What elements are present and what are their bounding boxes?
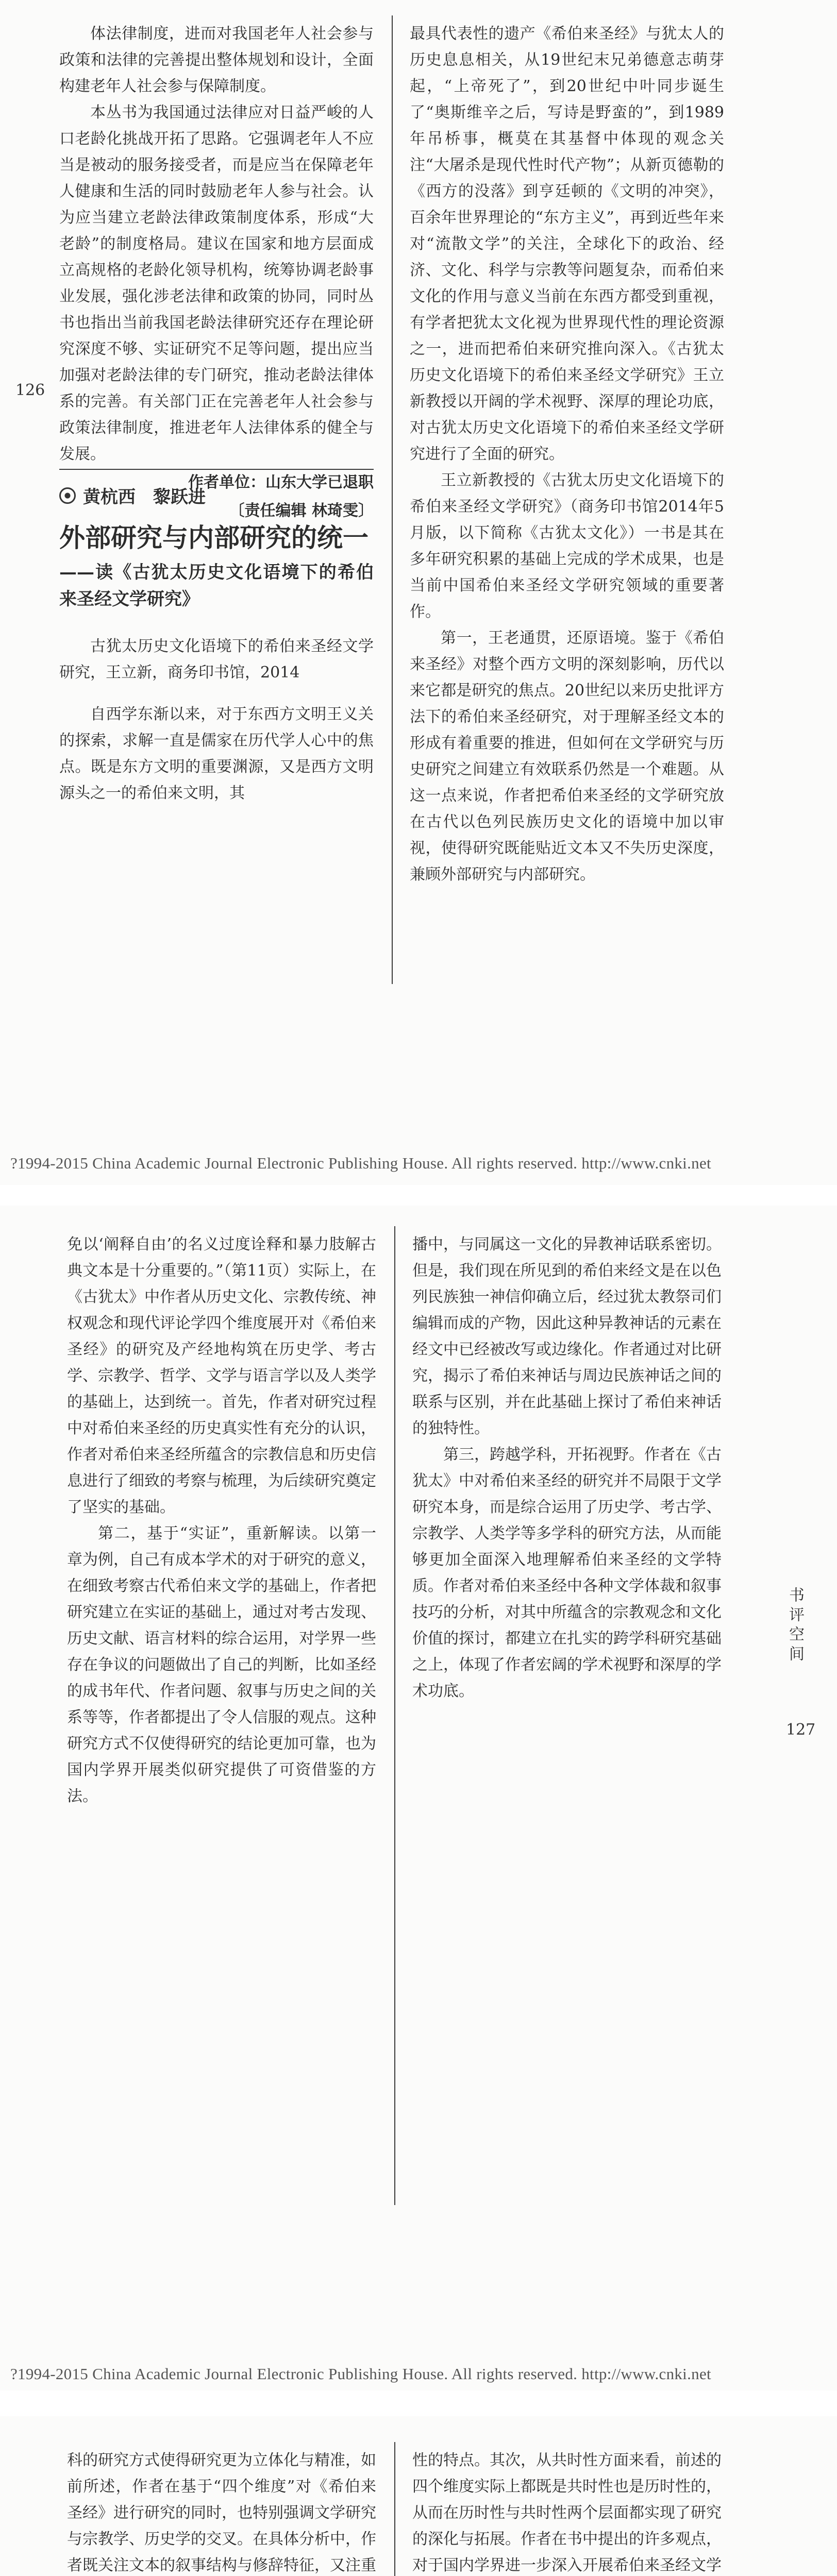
article-title: 外部研究与内部研究的统一 <box>59 522 369 553</box>
paragraph: 科的研究方式使得研究更为立体化与精准，如前所述，作者在基于“四个维度”对《希伯来圣经》进行研究的同时，也特别强调文学研究与宗教学、历史学的交叉。在具体分析中，作者既关注文本的叙事结构与修辞特征，又注重 <box>67 2451 376 2574</box>
page-number: 126 <box>15 381 45 399</box>
section-divider <box>59 469 374 470</box>
page-128 <box>0 2416 837 2576</box>
page3-left-column <box>67 2447 376 2576</box>
copyright-footer: ?1994-2015 China Academic Journal Electronic Publishing House. All rights reserved. http://www.cnki.net <box>10 1154 711 1172</box>
book-info: 古犹太历史文化语境下的希伯来圣经文学研究，王立新，商务印书馆，2014 <box>59 637 374 682</box>
section-side-label: 书评空间 <box>786 1587 804 1665</box>
paragraph: 免以‘阐释自由’的名义过度诠释和暴力肢解古典文本是十分重要的。”（第11页）实际上，在《古犹太》中作者从历史文化、宗教传统、神权观念和现代评论学四个维度展开对《希伯来圣经》的研究及产经地构筑在历史学、考古学、宗教学、哲学、文学与语言学以及人类学的基础上，达到统一。首先，作者对研究过程中对希伯来圣经的历史真实性有充分的认识，作者对希伯来圣经所蕴含的宗教信息和历史信息进行了细致的考察与梳理，为后续研究奠定了坚实的基础。 <box>67 1235 376 1516</box>
page2-left-column <box>67 1231 376 1809</box>
paragraph: 性的特点。其次，从共时性方面来看，前述的四个维度实际上都既是共时性也是历时性的，从而在历时性与共时性两个层面都实现了研究的深化与拓展。作者在书中提出的许多观点，对于国内学界进一步深入开展希伯来圣经文学 <box>412 2451 722 2574</box>
page2-right-column <box>412 1231 722 1704</box>
editor-credit: 〔责任编辑 林琦雯〕 <box>229 502 374 520</box>
paragraph: 王立新教授的《古犹太历史文化语境下的希伯来圣经文学研究》（商务印书馆2014年5月版，以下简称《古犹太文化》）一书是其在多年研究积累的基础上完成的学术成果，也是当前中国希伯来圣经文学研究领域的重要著作。 <box>410 471 724 621</box>
page1-right-column <box>410 21 724 888</box>
copyright-footer: ?1994-2015 China Academic Journal Electronic Publishing House. All rights reserved. http://www.cnki.net <box>10 2365 711 2383</box>
paragraph: 播中，与同属这一文化的异教神话联系密切。但是，我们现在所见到的希伯来经文是在以色列民族独一神信仰确立后，经过犹太教祭司们编辑而成的产物，因此这种异教神话的元素在经文中已经被改写或边缘化。作者通过对比研究，揭示了希伯来神话与周边民族神话之间的联系与区别，并在此基础上探讨了希伯来神话的独特性。 <box>412 1235 722 1437</box>
paragraph: 自西学东渐以来，对于东西方文明王义关的探索，求解一直是儒家在历代学人心中的焦点。既是东方文明的重要渊源，又是西方文明源头之一的希伯来文明，其 <box>59 705 374 802</box>
article-header <box>59 479 374 806</box>
column-divider <box>392 15 393 984</box>
author-affiliation: 作者单位：山东大学已退职 <box>188 473 374 492</box>
page-127 <box>0 1206 837 2391</box>
paragraph: 第三，跨越学科，开拓视野。作者在《古犹太》中对希伯来圣经的研究并不局限于文学研究本身，而是综合运用了历史学、考古学、宗教学、人类学等多学科的研究方法，从而能够更加全面深入地理解希伯来圣经的文学特质。作者对希伯来圣经中各种文学体裁和叙事技巧的分析，对其中所蕴含的宗教观念和文化价值的探讨，都建立在扎实的跨学科研究基础之上，体现了作者宏阔的学术视野和深厚的学术功底。 <box>412 1446 722 1700</box>
paragraph: 第二，基于“实证”，重新解读。以第一章为例，自己有成本学术的对于研究的意义，在细致考察古代希伯来文学的基础上，作者把研究建立在实证的基础上，通过对考古发现、历史文献、语言材料的综合运用，对学界一些存在争议的问题做出了自己的判断，比如圣经的成书年代、作者问题、叙事与历史之间的关系等等，作者都提出了令人信服的观点。这种研究方式不仅使得研究的结论更加可靠，也为国内学界开展类似研究提供了可资借鉴的方法。 <box>67 1524 376 1805</box>
paragraph: 本丛书为我国通过法律应对日益严峻的人口老龄化挑战开拓了思路。它强调老年人不应当是被动的服务接受者，而是应当在保障老年人健康和生活的同时鼓励老年人参与社会。认为应当建立老龄法律政策制度体系，形成“大老龄”的制度格局。建议在国家和地方层面成立高规格的老龄化领导机构，统筹协调老龄事业发展，强化涉老法律和政策的协同，同时丛书也指出当前我国老龄法律研究还存在理论研究深度不够、实证研究不足等问题，提出应当加强对老龄法律的专门研究，推动老龄法律体系的完善。有关部门正在完善老年人社会参与政策法律制度，推进老年人法律体系的健全与发展。 <box>59 104 374 463</box>
page-126 <box>0 0 837 1185</box>
author-byline: 黄杭西 黎跃进 <box>59 484 374 511</box>
article-subtitle: ——读《古犹太历史文化语境下的希伯来圣经文学研究》 <box>59 562 374 609</box>
paragraph: 体法律制度，进而对我国老年人社会参与政策和法律的完善提出整体规划和设计，全面构建老年人社会参与保障制度。 <box>59 25 374 95</box>
column-divider <box>394 1226 395 2205</box>
page1-left-column <box>59 21 374 524</box>
page-number: 127 <box>786 1721 816 1739</box>
bullet-icon <box>59 487 76 504</box>
paragraph: 第一，王老通贯，还原语境。鉴于《希伯来圣经》对整个西方文明的深刻影响，历代以来它都是研究的焦点。20世纪以来历史批评方法下的希伯来圣经研究，对于理解圣经文本的形成有着重要的推进，但如何在文学研究与历史研究之间建立有效联系仍然是一个难题。从这一点来说，作者把希伯来圣经的文学研究放在古代以色列民族历史文化的语境中加以审视，使得研究既能贴近文本又不失历史深度，兼顾外部研究与内部研究。 <box>410 629 724 884</box>
column-divider <box>394 2442 395 2576</box>
page3-right-column <box>412 2447 722 2576</box>
paragraph: 最具代表性的遗产《希伯来圣经》与犹太人的历史息息相关，从19世纪末兄弟德意志萌芽起，“上帝死了”，到20世纪中叶同步诞生了“奥斯维辛之后，写诗是野蛮的”，到1989年吊桥事，概莫在其基督中体现的观念关注“大屠杀是现代性时代产物”；从新页德勒的《西方的没落》到亨廷顿的《文明的冲突》，百余年世界理论的“东方主义”，再到近些年来对“流散文学”的关注，全球化下的政治、经济、文化、科学与宗教等问题复杂，而希伯来文化的作用与意义当前在东西方都受到重视，有学者把犹太文化视为世界现代性的理论资源之一，进而把希伯来研究推向深入。《古犹太历史文化语境下的希伯来圣经文学研究》王立新教授以开阔的学术视野、深厚的理论功底，对古犹太历史文化语境下的希伯来圣经文学研究进行了全面的研究。 <box>410 25 724 463</box>
